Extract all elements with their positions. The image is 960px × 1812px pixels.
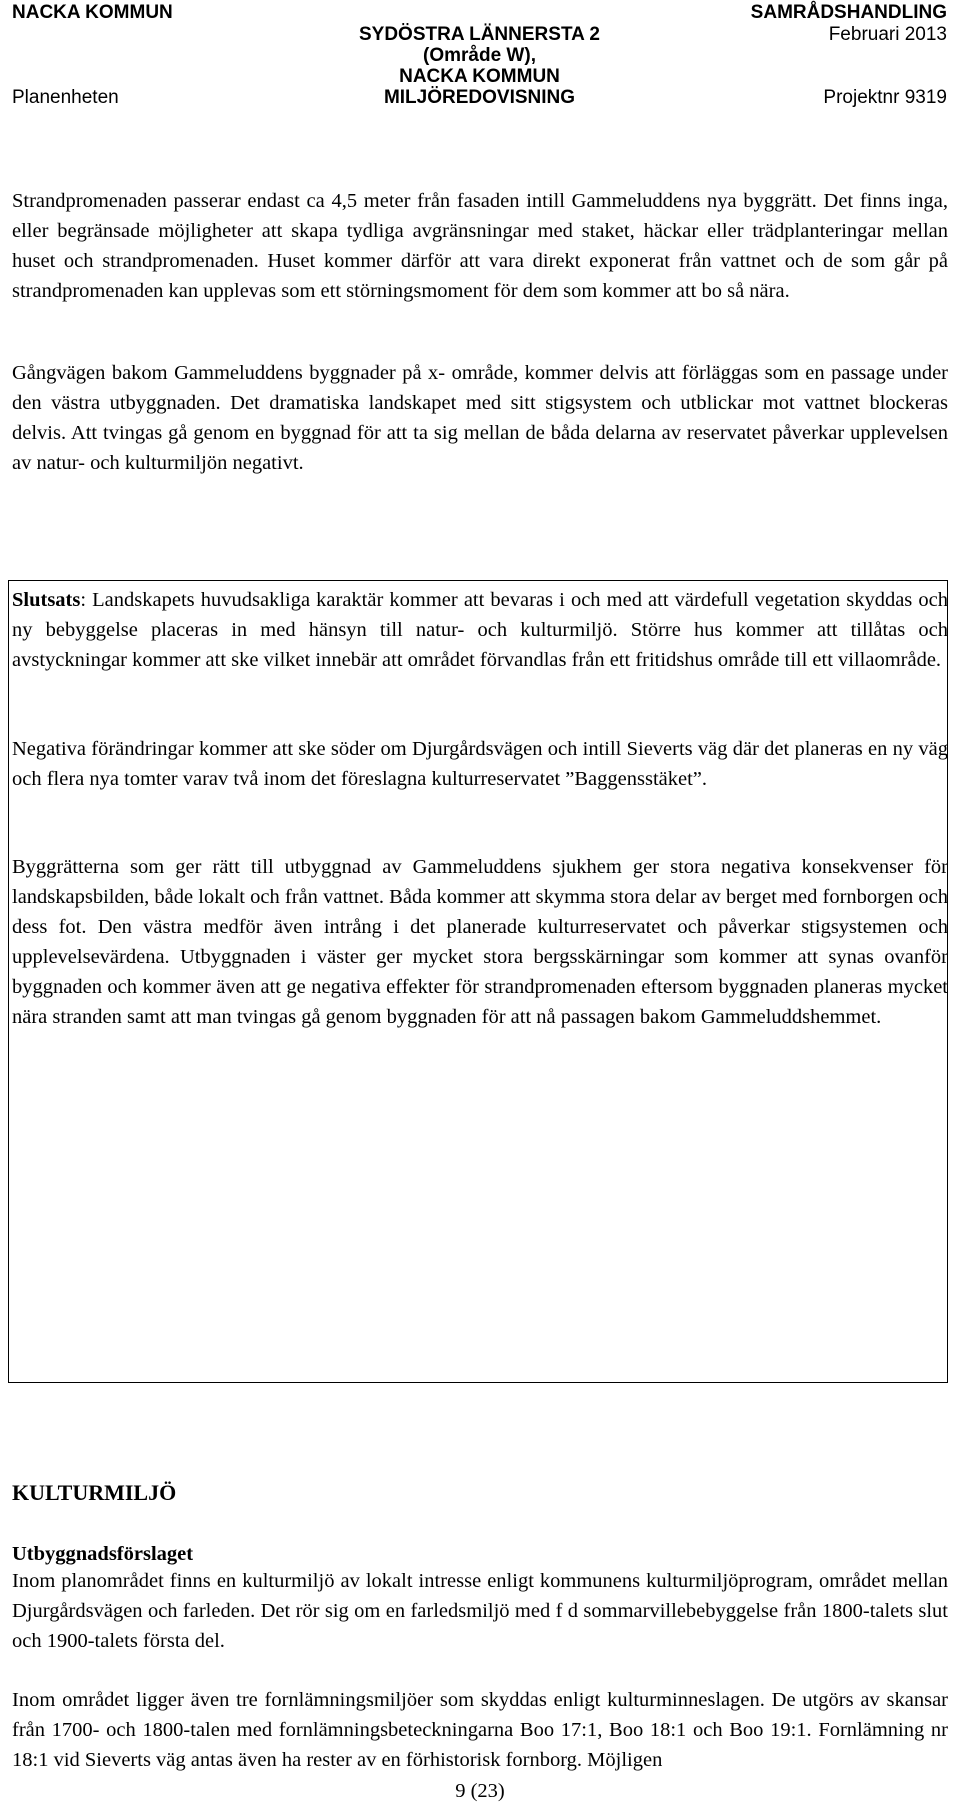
section-heading: KULTURMILJÖ (12, 1480, 177, 1505)
header-document-status: SAMRÅDSHANDLING (750, 2, 947, 23)
page-header (12, 0, 947, 130)
header-title-line-3: NACKA KOMMUN (399, 66, 560, 87)
body-paragraph-1: Strandpromenaden passerar endast ca 4,5 meter från fasaden intill Gammeluddens nya byggrätt. Det finns inga, eller begränsade möjligheter att skapa tydliga avgränsningar med staket, häckar eller trädplanteringar mellan huset och strandpromenaden. Huset kommer därför att vara direkt exponerat från vattnet och de som går på strandpromenaden kan upplevas som ett störningsmoment för dem som kommer att bo så nära. (12, 190, 948, 302)
header-project-number: Projektnr 9319 (823, 87, 947, 108)
body-paragraph-2: Gångvägen bakom Gammeluddens byggnader på x- område, kommer delvis att förläggas som en passage under den västra utbyggnaden. Det dramatiska landskapet med sitt stigsystem och utblickar mot vattnet blockeras delvis. Att tvingas gå genom en byggnad för att ta sig mellan de båda delarna av reservatet påverkar upplevelsen av natur- och kulturmiljön negativt. (12, 362, 948, 474)
header-title-line-4: MILJÖREDOVISNING (383, 87, 576, 108)
conclusion-text: : Landskapets huvudsakliga karaktär kommer att bevaras i och med att värdefull vegetation skyddas och ny bebyggelse placeras in med hänsyn till natur- och kulturmiljö. Större hus kommer att tillåtas och avstyckningar kommer att ske vilket innebär att området förvandlas från ett fritidshus område till ett villaområde. (12, 589, 948, 671)
page-number: 9 (23) (455, 1780, 505, 1802)
header-title-line-2: (Område W), (423, 45, 536, 66)
header-organization: NACKA KOMMUN (12, 2, 173, 23)
conclusion-paragraph-1 (12, 585, 948, 675)
header-department: Planenheten (12, 87, 119, 108)
conclusion-paragraph-3: Byggrätterna som ger rätt till utbyggnad av Gammeluddens sjukhem ger stora negativa konsekvenser för landskapsbilden, både lokalt och från vattnet. Båda kommer att skymma stora delar av berget med fornborgen och dess fot. Den västra medför även intrång i det planerade kulturreservatet och påverkar stigsystemen och upplevelsevärdena. Utbyggnaden i väster ger mycket stora bergsskärningar som kommer att synas ovanför byggnaden och kommer även att ge negativa effekter för strandpromenaden eftersom byggnaden planeras mycket nära stranden samt att man tvingas gå genom byggnaden för att nå passagen bakom Gammeluddshemmet. (12, 856, 948, 1028)
header-title-line-1: SYDÖSTRA LÄNNERSTA 2 (358, 24, 601, 45)
conclusion-paragraph-2: Negativa förändringar kommer att ske söder om Djurgårdsvägen och intill Sieverts väg där det planeras en ny väg och flera nya tomter varav två inom det föreslagna kulturreservatet ”Baggensstäket”. (12, 738, 948, 790)
section-subheading: Utbyggnadsförslaget (12, 1543, 194, 1565)
conclusion-label: Slutsats (12, 589, 81, 611)
section-paragraph-1: Inom planområdet finns en kulturmiljö av lokalt intresse enligt kommunens kulturmiljöprogram, området mellan Djurgårdsvägen och farleden. Det rör sig om en farledsmiljö med f d sommarvillebebyggelse från 1800-talets slut och 1900-talets första del. (12, 1570, 948, 1652)
section-paragraph-2: Inom området ligger även tre fornlämningsmiljöer som skyddas enligt kulturminneslagen. De utgörs av skansar från 1700- och 1800-talen med fornlämningsbeteckningarna Boo 17:1, Boo 18:1 och Boo 19:1. Fornlämning nr 18:1 vid Sieverts väg antas även ha rester av en förhistorisk fornborg. Möjligen (12, 1689, 948, 1771)
header-date: Februari 2013 (828, 24, 947, 45)
